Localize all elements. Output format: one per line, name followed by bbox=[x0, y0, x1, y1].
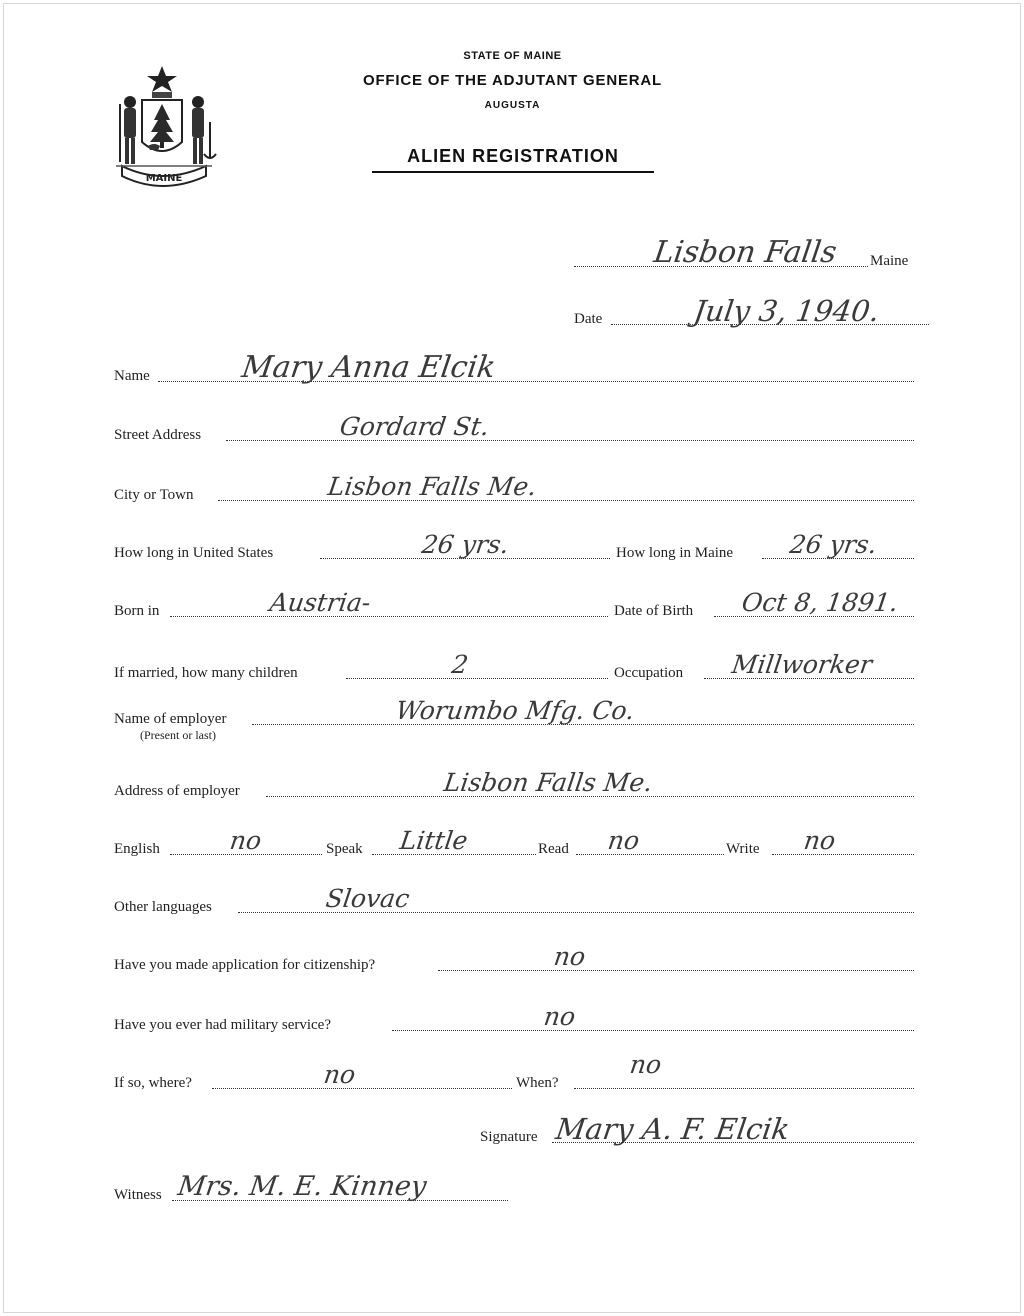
witness-row bbox=[114, 1164, 914, 1204]
place-suffix-label: Maine bbox=[870, 253, 909, 269]
city-value: Lisbon Falls Me. bbox=[326, 472, 539, 501]
language-row bbox=[114, 818, 914, 858]
children-row bbox=[114, 642, 914, 682]
where-label: If so, where? bbox=[114, 1075, 192, 1091]
military-label: Have you ever had military service? bbox=[114, 1017, 331, 1033]
name-row bbox=[114, 345, 914, 385]
where-when-row bbox=[114, 1052, 914, 1092]
place-value: Lisbon Falls bbox=[651, 235, 839, 270]
born-value: Austria- bbox=[268, 588, 373, 617]
military-line bbox=[392, 1030, 914, 1031]
date-label: Date bbox=[574, 311, 603, 327]
military-row bbox=[114, 994, 914, 1034]
date-value: July 3, 1940. bbox=[691, 294, 882, 328]
maine-state-seal-icon bbox=[112, 62, 224, 187]
children-line bbox=[346, 678, 608, 679]
city-line bbox=[218, 500, 914, 501]
where-line bbox=[212, 1088, 512, 1089]
other-languages-value: Slovac bbox=[324, 884, 412, 913]
maine-state-seal bbox=[112, 62, 224, 187]
citizenship-line bbox=[438, 970, 914, 971]
speak-label: Speak bbox=[326, 841, 363, 857]
street-line bbox=[226, 440, 914, 441]
date-row bbox=[114, 288, 914, 328]
witness-label: Witness bbox=[114, 1187, 162, 1203]
name-label: Name bbox=[114, 368, 150, 384]
years-row bbox=[114, 522, 914, 562]
write-value: no bbox=[802, 826, 838, 855]
maine-years-value: 26 yrs. bbox=[788, 530, 879, 559]
english-value: no bbox=[228, 826, 264, 855]
dob-value: Oct 8, 1891. bbox=[740, 588, 900, 617]
us-years-label: How long in United States bbox=[114, 545, 274, 561]
occupation-value: Millworker bbox=[730, 650, 874, 679]
where-value: no bbox=[322, 1060, 358, 1089]
employer-value: Worumbo Mfg. Co. bbox=[394, 696, 637, 725]
speak-value: Little bbox=[398, 826, 470, 855]
citizenship-value: no bbox=[552, 942, 588, 971]
street-label: Street Address bbox=[114, 427, 202, 443]
signature-value: Mary A. F. Elcik bbox=[553, 1112, 792, 1146]
employer-address-row bbox=[114, 760, 914, 800]
city-label: City or Town bbox=[114, 487, 194, 503]
when-value: no bbox=[628, 1050, 664, 1079]
seal-banner-text: MAINE bbox=[145, 173, 183, 184]
born-row bbox=[114, 580, 914, 620]
signature-label: Signature bbox=[480, 1129, 538, 1145]
write-line bbox=[772, 854, 914, 855]
signature-row bbox=[114, 1106, 914, 1146]
military-value: no bbox=[542, 1002, 578, 1031]
citizenship-label: Have you made application for citizenship? bbox=[114, 957, 376, 973]
read-label: Read bbox=[538, 841, 569, 857]
occupation-label: Occupation bbox=[614, 665, 684, 681]
read-value: no bbox=[606, 826, 642, 855]
when-label: When? bbox=[516, 1075, 559, 1091]
write-label: Write bbox=[726, 841, 760, 857]
name-value: Mary Anna Elcik bbox=[239, 350, 498, 385]
born-line bbox=[170, 616, 608, 617]
us-years-value: 26 yrs. bbox=[420, 530, 511, 559]
read-line bbox=[576, 854, 724, 855]
other-languages-label: Other languages bbox=[114, 899, 212, 915]
header-office: OFFICE OF THE ADJUTANT GENERAL bbox=[363, 72, 662, 89]
city-row bbox=[114, 464, 914, 504]
employer-address-label: Address of employer bbox=[114, 783, 240, 799]
children-label: If married, how many children bbox=[114, 665, 298, 681]
header-state: STATE OF MAINE bbox=[463, 50, 562, 62]
children-value: 2 bbox=[450, 650, 471, 679]
street-value: Gordard St. bbox=[338, 412, 492, 441]
employer-label: Name of employer bbox=[114, 711, 227, 727]
employer-address-value: Lisbon Falls Me. bbox=[442, 768, 655, 797]
english-label: English bbox=[114, 841, 160, 857]
born-label: Born in bbox=[114, 603, 160, 619]
street-row bbox=[114, 404, 914, 444]
other-languages-row bbox=[114, 876, 914, 916]
maine-years-label: How long in Maine bbox=[616, 545, 734, 561]
employer-sublabel: (Present or last) bbox=[140, 728, 216, 742]
header-city: AUGUSTA bbox=[484, 100, 541, 111]
citizenship-row bbox=[114, 934, 914, 974]
form-title: ALIEN REGISTRATION bbox=[372, 146, 654, 173]
employer-row bbox=[114, 696, 914, 742]
place-row bbox=[114, 230, 914, 270]
dob-label: Date of Birth bbox=[614, 603, 694, 619]
when-line bbox=[574, 1088, 914, 1089]
witness-value: Mrs. M. E. Kinney bbox=[175, 1171, 429, 1202]
